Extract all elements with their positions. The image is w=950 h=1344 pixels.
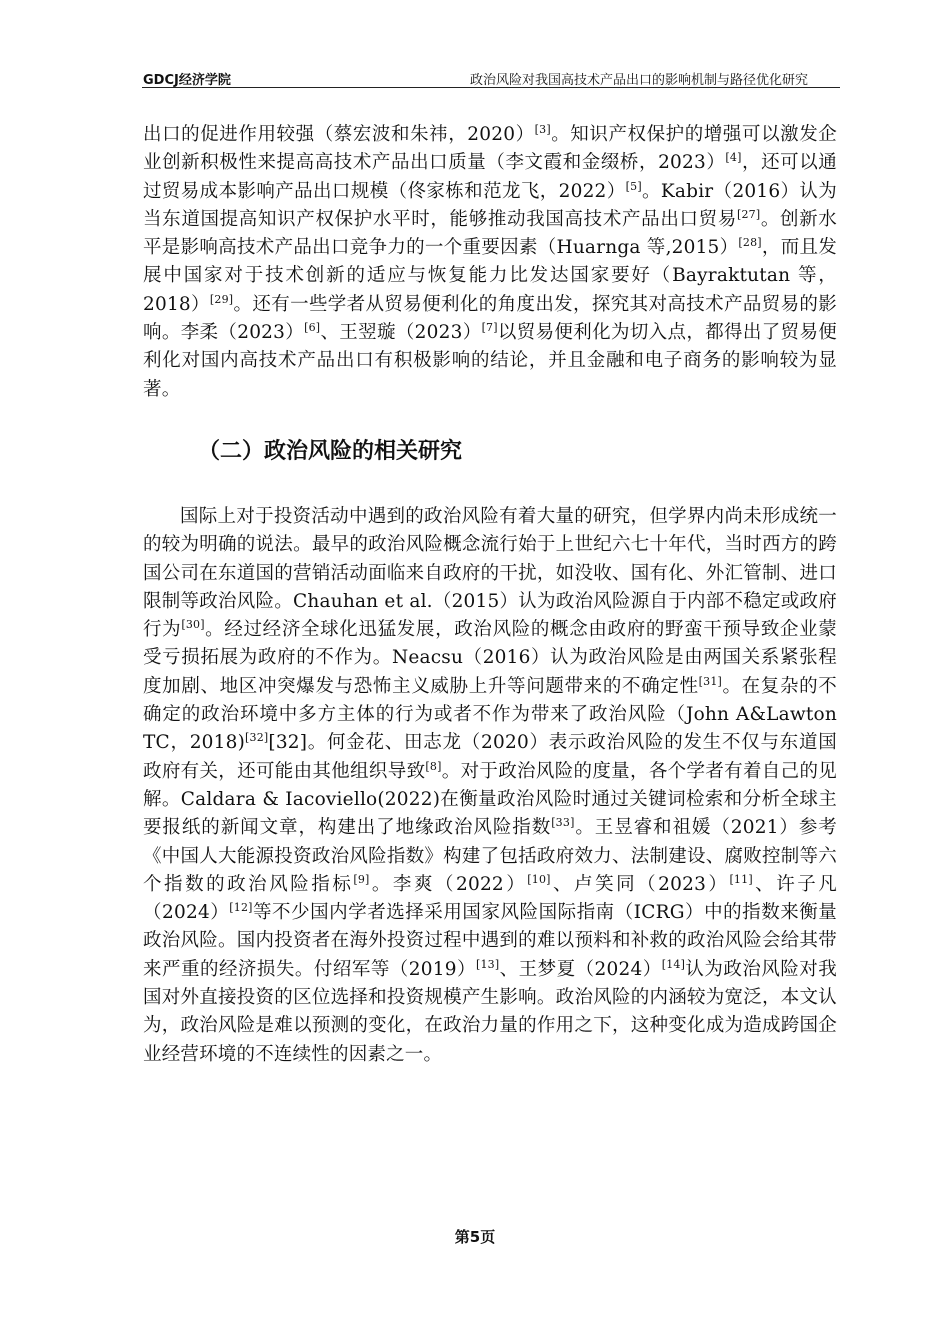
- citation: [8]: [425, 759, 442, 773]
- citation: [7]: [481, 321, 498, 335]
- text-run: 、卢笑同（2023）: [550, 873, 730, 895]
- text-run: 、王翌璇（2023）: [320, 322, 482, 344]
- text-run: 。经过经济全球化迅猛发展，政治风险的概念由政府的野蛮干预导致企业蒙受亏损拓展为政府的不作为。Neacsu（2016）认为政治风险是由两国关系紧张程度加剧、地区冲突爆发与恐怖主义威胁上升等问题带来的不确定性: [143, 619, 837, 697]
- citation: [31]: [698, 674, 723, 688]
- citation: [13]: [475, 957, 500, 971]
- citation: [3]: [534, 123, 551, 136]
- text-run: 、许子凡（2024）: [143, 873, 837, 924]
- citation: [11]: [729, 872, 753, 886]
- text-run: 认为政治风险对我国对外直接投资的区位选择和投资规模产生影响。政治风险的内涵较为宽泛，本文认为，政治风险是难以预测的变化，在政治力量的作用之下，这种变化成为造成跨国企业经营环境的不连续性的因素之一。: [143, 958, 837, 1065]
- header-institution: GDCJ经济学院: [143, 73, 231, 88]
- paragraph-political-risk: [143, 503, 837, 1069]
- text-run: 。在复杂的不确定的政治环境中多方主体的行为或者不作为带来了政治风险（John A&Lawton TC，2018): [143, 675, 837, 754]
- citation: [6]: [304, 321, 321, 335]
- citation: [29]: [209, 292, 234, 306]
- citation: [28]: [738, 236, 762, 250]
- citation: [33]: [551, 816, 575, 830]
- text-run: 。还有一些学者从贸易便利化的角度出发，探究其对高技术产品贸易的影响。李柔（2023）: [143, 293, 837, 344]
- text-run: 。知识产权保护的增强可以激发企业创新积极性来提高高技术产品出口质量（李文霞和金缀桥，2023）: [143, 124, 837, 174]
- citation: [4]: [725, 151, 742, 165]
- citation: [27]: [736, 207, 761, 221]
- text-run: ，而且发展中国家对于技术创新的适应与恢复能力比发达国家要好（Bayraktutan 等，2018）: [143, 237, 837, 315]
- text-run: 以贸易便利化为切入点，都得出了贸易便利化对国内高技术产品出口有积极影响的结论，并且金融和电子商务的影响较为显著。: [143, 322, 837, 400]
- page-number: 第5页: [454, 1228, 496, 1246]
- text-run: 出口的促进作用较强（蔡宏波和朱祎，2020）: [143, 124, 535, 145]
- text-run: [32]。何金花、田志龙（2020）表示政治风险的发生不仅与东道国政府有关，还可能由其他组织导致: [143, 732, 837, 782]
- citation: [10]: [527, 872, 551, 886]
- text-run: 。李爽（2022）: [369, 873, 528, 895]
- text-run: 、王梦夏（2024）: [499, 958, 662, 980]
- text-run: 。对于政治风险的度量，各个学者有着自己的见解。Caldara & Iacoviello(2022)在衡量政治风险时通过关键词检索和分析全球主要报纸的新闻文章，构建出了地缘政治风险指数: [143, 760, 837, 839]
- paragraph-trade-literature: [143, 121, 837, 404]
- text-run: 国际上对于投资活动中遇到的政治风险有着大量的研究，但学界内尚未形成统一的较为明确的说法。最早的政治风险概念流行始于上世纪六七十年代，当时西方的跨国公司在东道国的营销活动面临来自政府的干扰，如没收、国有化、外汇管制、进口限制等政治风险。Chauhan et al.（2015）认为政治风险源自于内部不稳定或政府行为: [143, 506, 837, 641]
- text-run: ，还可以通过贸易成本影响产品出口规模（佟家栋和范龙飞，2022）: [143, 152, 837, 202]
- text-run: 。王昱睿和祖媛（2021）参考《中国人大能源投资政治风险指数》构建了包括政府效力、法制建设、腐败控制等六个指数的政治风险指标: [143, 817, 838, 895]
- citation: [30]: [181, 618, 205, 632]
- header-paper-title: 政治风险对我国高技术产品出口的影响机制与路径优化研究: [469, 73, 808, 88]
- citation: [9]: [353, 872, 370, 886]
- citation: [5]: [625, 179, 642, 193]
- text-run: 等不少国内学者选择采用国家风险国际指南（ICRG）中的指数来衡量政治风险。国内投资者在海外投资过程中遇到的难以预料和补救的政治风险会给其带来严重的经济损失。付绍军等（2019）: [143, 902, 838, 980]
- citation: [14]: [661, 957, 686, 971]
- citation: [12]: [229, 901, 253, 915]
- text-run: 。创新水平是影响高技术产品出口竞争力的一个重要因素（Huarnga 等,2015）: [143, 208, 837, 259]
- section-heading: （二）政治风险的相关研究: [198, 439, 463, 464]
- header-divider: [142, 87, 840, 88]
- citation: [32]: [245, 731, 269, 745]
- text-run: 。Kabir（2016）认为当东道国提高知识产权保护水平时，能够推动我国高技术产品出口贸易: [143, 180, 837, 230]
